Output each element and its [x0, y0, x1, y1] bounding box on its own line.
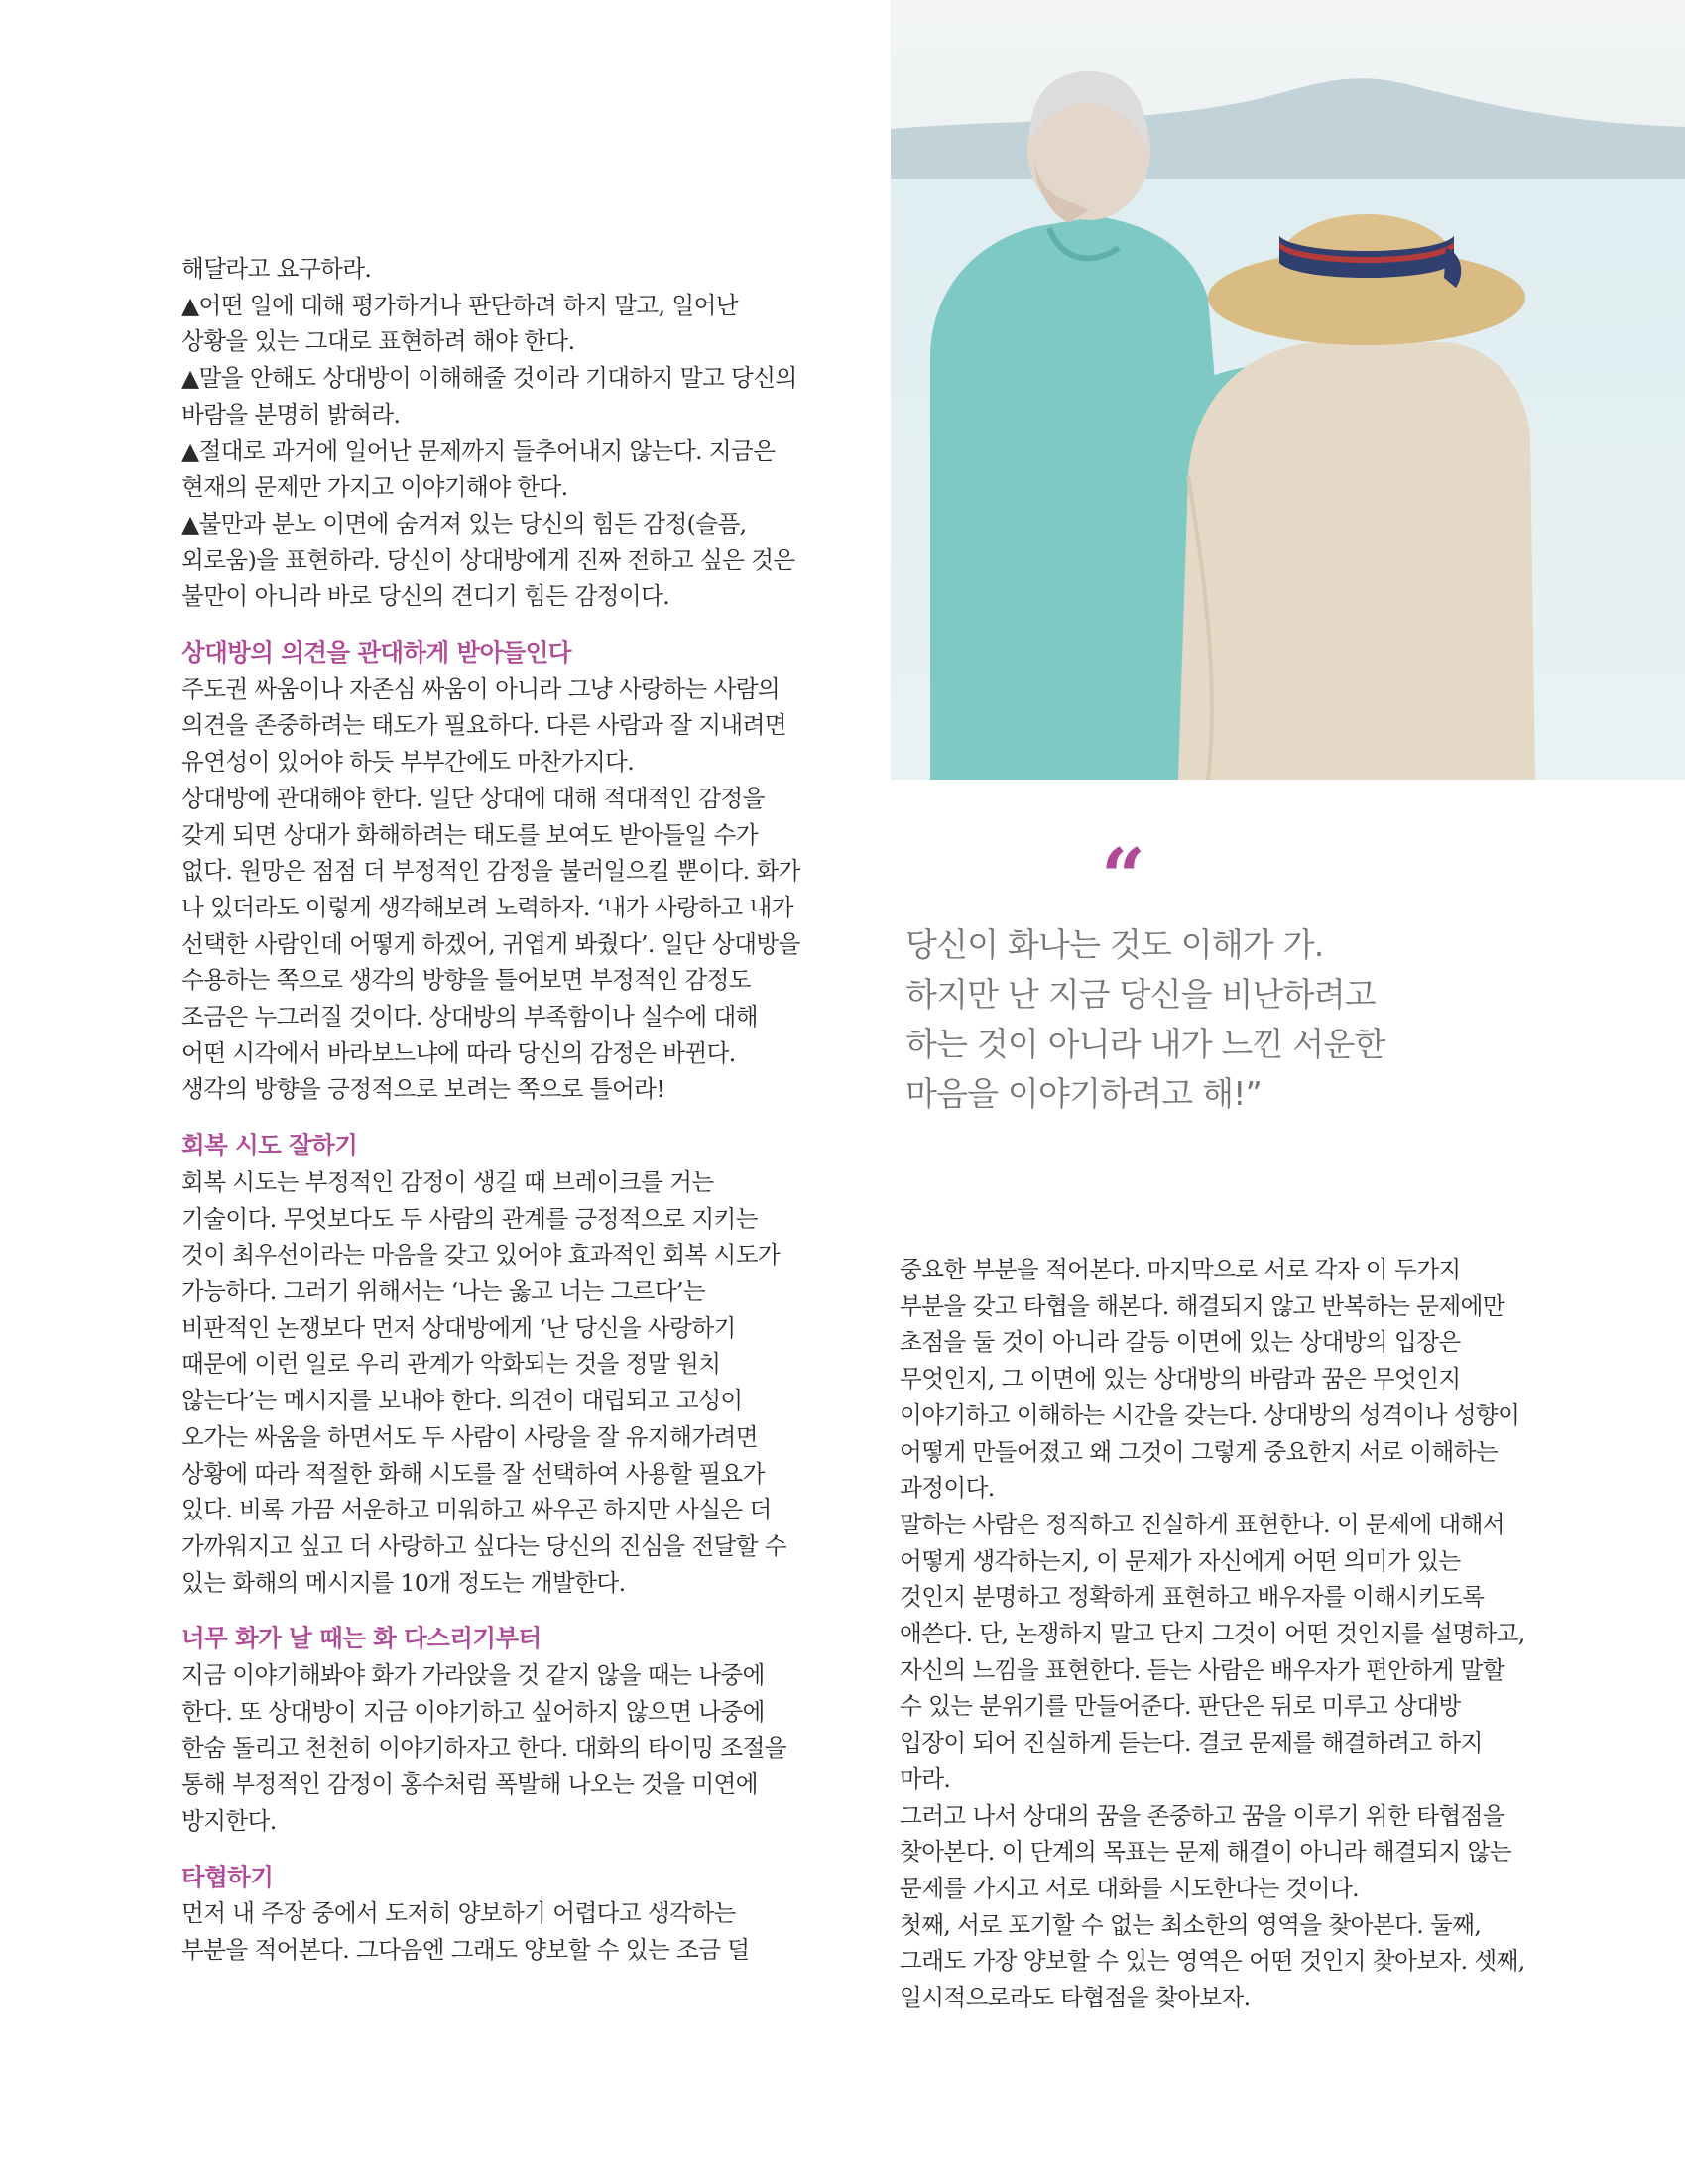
text-line: 유연성이 있어야 하듯 부부간에도 마찬가지다. [181, 748, 635, 777]
quote-line: 하는 것이 아니라 내가 느낀 서운한 [905, 1025, 1385, 1063]
couple-illustration [891, 0, 1685, 780]
text-line: 상황을 있는 그대로 표현하려 해야 한다. [181, 327, 575, 356]
text-line: 입장이 되어 진실하게 듣는다. 결코 문제를 해결하려고 하지 [900, 1729, 1483, 1758]
text-line: 가능하다. 그러기 위해서는 ‘나는 옳고 너는 그르다’는 [181, 1276, 706, 1305]
text-line: 않는다’는 메시지를 보내야 한다. 의견이 대립되고 고성이 [181, 1387, 743, 1415]
text-line: 첫째, 서로 포기할 수 없는 최소한의 영역을 찾아본다. 둘째, [900, 1910, 1482, 1939]
text-line: 자신의 느낌을 표현한다. 듣는 사람은 배우자가 편안하게 말할 [900, 1655, 1504, 1684]
text-line: 어떻게 만들어졌고 왜 그것이 그렇게 중요한지 서로 이해하는 [900, 1437, 1499, 1466]
text-line: 불만이 아니라 바로 당신의 견디기 힘든 감정이다. [181, 582, 670, 611]
text-line: 상대방에 관대해야 한다. 일단 상대에 대해 적대적인 감정을 [181, 784, 765, 812]
text-line: 어떻게 생각하는지, 이 문제가 자신에게 어떤 의미가 있는 [900, 1546, 1461, 1575]
text-line: 초점을 둘 것이 아니라 갈등 이면에 있는 상대방의 입장은 [900, 1328, 1461, 1357]
text-line: 통해 부정적인 감정이 홍수처럼 폭발해 나오는 것을 미연에 [181, 1770, 758, 1799]
quote-line: 하지만 난 지금 당신을 비난하려고 [905, 975, 1376, 1014]
text-line: 외로움)을 표현하라. 당신이 상대방에게 진짜 전하고 싶은 것은 [181, 546, 795, 574]
text-line: 일시적으로라도 타협점을 찾아보자. [900, 1984, 1251, 2012]
left-column [181, 251, 798, 1969]
section-heading: 타협하기 [181, 1862, 274, 1891]
text-line: 한숨 돌리고 천천히 이야기하자고 한다. 대화의 타이밍 조절을 [181, 1734, 786, 1762]
text-line: 있는 화해의 메시지를 10개 정도는 개발한다. [181, 1568, 626, 1597]
text-line: 갖게 되면 상대가 화해하려는 태도를 보여도 받아들일 수가 [181, 820, 758, 849]
text-line: 수용하는 쪽으로 생각의 방향을 틀어보면 부정적인 감정도 [181, 966, 751, 995]
text-line: 현재의 문제만 가지고 이야기해야 한다. [181, 473, 568, 502]
text-line: 그러고 나서 상대의 꿈을 존중하고 꿈을 이루기 위한 타협점을 [900, 1801, 1504, 1830]
quote-line: 마음을 이야기하려고 해!” [905, 1074, 1262, 1113]
couple-photo [891, 0, 1685, 780]
text-line: 지금 이야기해봐야 화가 가라앉을 것 같지 않을 때는 나중에 [181, 1661, 765, 1690]
text-line: 문제를 가지고 서로 대화를 시도한다는 것이다. [900, 1874, 1360, 1902]
text-line: 부분을 갖고 타협을 해본다. 해결되지 않고 반복하는 문제에만 [900, 1291, 1504, 1320]
text-line: 수 있는 분위기를 만들어준다. 판단은 뒤로 미루고 상대방 [900, 1692, 1461, 1721]
text-line: 한다. 또 상대방이 지금 이야기하고 싶어하지 않으면 나중에 [181, 1697, 765, 1726]
section-tolerance [181, 635, 798, 1108]
text-line: 바람을 분명히 밝혀라. [181, 400, 401, 428]
text-line: 없다. 원망은 점점 더 부정적인 감정을 불러일으킬 뿐이다. 화가 [181, 857, 800, 886]
text-line: 생각의 방향을 긍정적으로 보려는 쪽으로 틀어라! [181, 1075, 665, 1104]
text-line: 그래도 가장 양보할 수 있는 영역은 어떤 것인지 찾아보자. 셋째, [900, 1947, 1525, 1976]
text-line: 회복 시도는 부정적인 감정이 생길 때 브레이크를 거는 [181, 1167, 714, 1196]
text-line: 나 있더라도 이렇게 생각해보려 노력하자. ‘내가 사랑하고 내가 [181, 893, 793, 921]
text-line: 말하는 사람은 정직하고 진실하게 표현한다. 이 문제에 대해서 [900, 1510, 1504, 1538]
text-line: 가까워지고 싶고 더 사랑하고 싶다는 당신의 진심을 전달할 수 [181, 1531, 786, 1560]
section-heading: 상대방의 의견을 관대하게 받아들인다 [181, 638, 571, 667]
text-line: 있다. 비록 가끔 서운하고 미워하고 싸우곤 하지만 사실은 더 [181, 1496, 772, 1524]
text-line: 부분을 적어본다. 그다음엔 그래도 양보할 수 있는 조금 덜 [181, 1935, 750, 1964]
text-line: 찾아본다. 이 단계의 목표는 문제 해결이 아니라 해결되지 않는 [900, 1838, 1511, 1867]
text-line: 주도권 싸움이나 자존심 싸움이 아니라 그냥 사랑하는 사람의 [181, 674, 781, 703]
text-line: ▲말을 안해도 상대방이 이해해줄 것이라 기대하지 말고 당신의 [181, 364, 797, 393]
text-line: ▲절대로 과거에 일어난 문제까지 들추어내지 않는다. 지금은 [181, 436, 776, 465]
text-line: 애쓴다. 단, 논쟁하지 말고 단지 그것이 어떤 것인지를 설명하고, [900, 1620, 1525, 1648]
text-line: 어떤 시각에서 바라보느냐에 따라 당신의 감정은 바뀐다. [181, 1038, 736, 1067]
text-line: 방지한다. [181, 1806, 277, 1835]
text-line: 의견을 존중하려는 태도가 필요하다. 다른 사람과 잘 지내려면 [181, 711, 786, 740]
text-line: 무엇인지, 그 이면에 있는 상대방의 바람과 꿈은 무엇인지 [900, 1365, 1461, 1394]
text-line: 마라. [900, 1764, 951, 1793]
text-line: ▲어떤 일에 대해 평가하거나 판단하려 하지 말고, 일어난 [181, 291, 738, 319]
quote-text [905, 920, 1385, 1119]
section-compromise [181, 1860, 798, 1969]
text-line: 조금은 누그러질 것이다. 상대방의 부족함이나 실수에 대해 [181, 1003, 758, 1031]
text-line: 오가는 싸움을 하면서도 두 사람이 사랑을 잘 유지해가려면 [181, 1422, 758, 1451]
text-line: 중요한 부분을 적어본다. 마지막으로 서로 각자 이 두가지 [900, 1256, 1461, 1283]
text-line: 것인지 분명하고 정확하게 표현하고 배우자를 이해시키도록 [900, 1583, 1485, 1612]
text-line: 상황에 따라 적절한 화해 시도를 잘 선택하여 사용할 필요가 [181, 1459, 765, 1488]
text-line: 때문에 이런 일로 우리 관계가 악화되는 것을 정말 원치 [181, 1350, 721, 1379]
section-repair [181, 1128, 798, 1601]
section-anger-control [181, 1621, 798, 1839]
section-heading: 너무 화가 날 때는 화 다스리기부터 [181, 1624, 542, 1653]
text-line: 이야기하고 이해하는 시간을 갖는다. 상대방의 성격이나 성향이 [900, 1400, 1520, 1429]
text-line: 비판적인 논쟁보다 먼저 상대방에게 ‘난 당신을 사랑하기 [181, 1313, 736, 1342]
text-line: 기술이다. 무엇보다도 두 사람의 관계를 긍정적으로 지키는 [181, 1204, 758, 1233]
quote-line: 당신이 화나는 것도 이해가 가. [905, 925, 1324, 964]
intro-block [181, 251, 798, 615]
text-line: 선택한 사람인데 어떻게 하겠어, 귀엽게 봐줬다’. 일단 상대방을 [181, 929, 800, 958]
text-line: 먼저 내 주장 중에서 도저히 양보하기 어렵다고 생각하는 [181, 1899, 736, 1928]
text-line: 해달라고 요구하라. [181, 255, 372, 283]
right-column [900, 1252, 1525, 2016]
text-line: ▲불만과 분노 이면에 숨겨져 있는 당신의 힘든 감정(슬픔, [181, 509, 747, 538]
section-heading: 회복 시도 잘하기 [181, 1131, 358, 1160]
text-line: 과정이다. [900, 1474, 995, 1503]
text-line: 것이 최우선이라는 마음을 갖고 있어야 효과적인 회복 시도가 [181, 1241, 781, 1270]
quote-mark-icon: “ [1101, 832, 1145, 922]
